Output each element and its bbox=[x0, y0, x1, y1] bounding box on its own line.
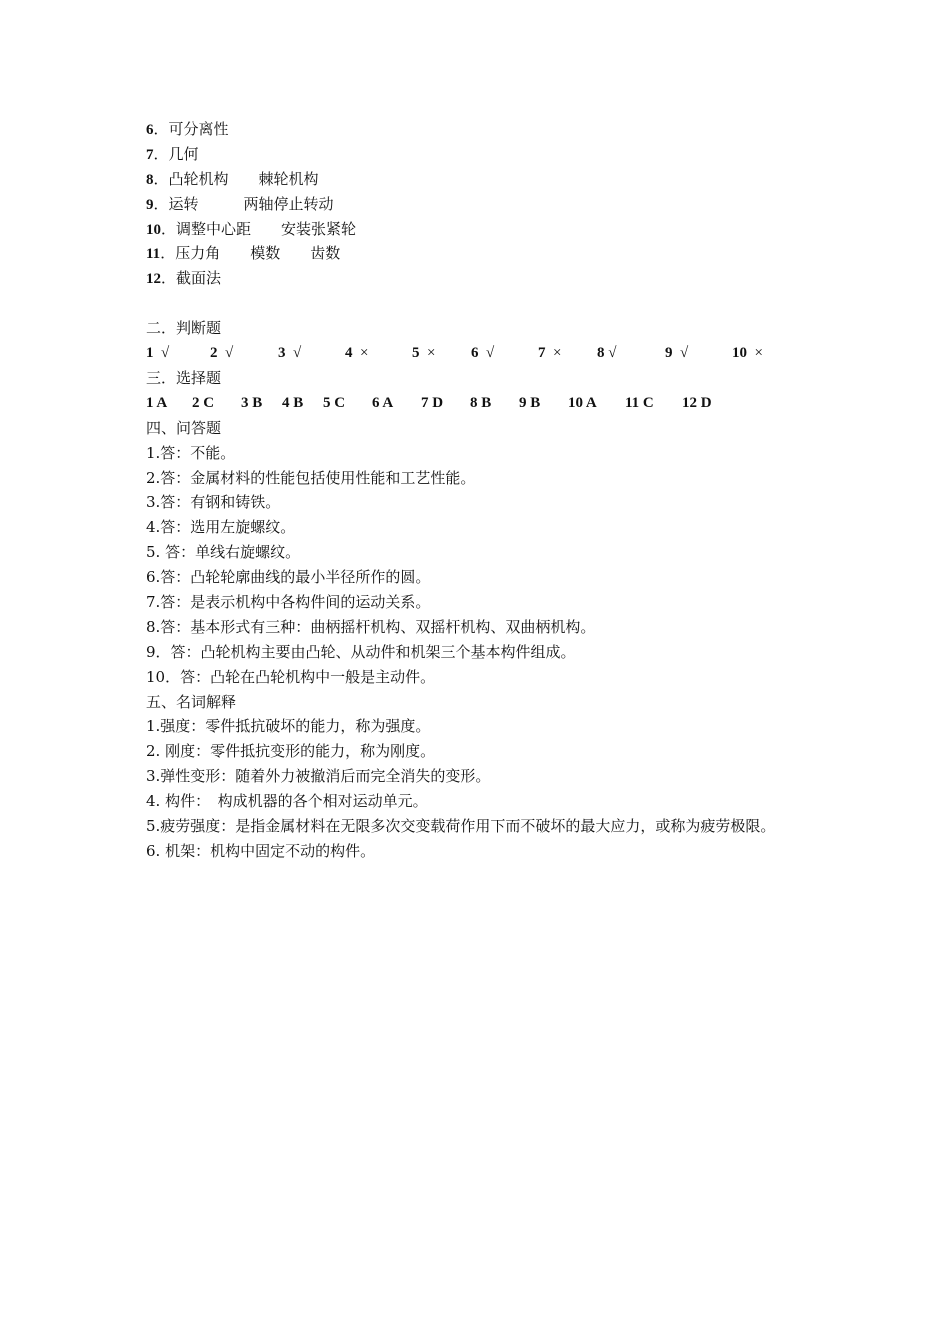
spacer bbox=[146, 291, 826, 316]
choice-answer: 11 C bbox=[625, 394, 654, 411]
qa-item: 8.答：基本形式有三种：曲柄摇杆机构、双摇杆机构、双曲柄机构。 bbox=[146, 617, 596, 636]
fill-in-item: 9．运转 两轴停止转动 bbox=[146, 194, 334, 213]
item-answer: 截面法 bbox=[176, 269, 222, 288]
qa-item: 10．答：凸轮在凸轮机构中一般是主动件。 bbox=[146, 667, 436, 686]
judge-answer: 3 √ bbox=[278, 345, 302, 362]
terms-section bbox=[146, 690, 826, 864]
term-item: 2. 刚度：零件抵抗变形的能力，称为刚度。 bbox=[146, 742, 436, 761]
judge-answer: 8 √ bbox=[597, 345, 617, 362]
term-item: 3.弹性变形：随着外力被撤消后而完全消失的变形。 bbox=[146, 767, 491, 786]
choice-answer: 2 C bbox=[192, 394, 215, 411]
fill-in-item: 8．凸轮机构 棘轮机构 bbox=[146, 169, 319, 188]
choice-answer: 1 A bbox=[146, 394, 168, 411]
section-heading: 二．判断题 bbox=[146, 319, 222, 338]
choice-answer: 8 B bbox=[470, 394, 492, 411]
fill-in-item: 6．可分离性 bbox=[146, 120, 229, 138]
item-answer: 凸轮机构 棘轮机构 bbox=[168, 169, 319, 188]
choice-section bbox=[146, 366, 826, 416]
judge-answer: 9 √ bbox=[665, 345, 689, 362]
fill-in-item: 12．截面法 bbox=[146, 269, 222, 288]
judge-answer: 6 √ bbox=[471, 345, 495, 362]
judge-answer: 10 × bbox=[732, 345, 763, 362]
judge-section bbox=[146, 316, 826, 366]
judge-answer: 4 × bbox=[345, 345, 369, 362]
term-item: 1.强度：零件抵抗破坏的能力，称为强度。 bbox=[146, 717, 431, 736]
item-number: 12 bbox=[146, 271, 161, 288]
term-item: 6. 机架：机构中固定不动的构件。 bbox=[146, 841, 376, 860]
item-number: 6 bbox=[146, 122, 154, 138]
item-number: 8 bbox=[146, 171, 154, 188]
section-heading: 三．选择题 bbox=[146, 369, 222, 388]
fill-in-item: 11．压力角 模数 齿数 bbox=[146, 244, 341, 263]
item-answer: 运转 两轴停止转动 bbox=[168, 194, 334, 213]
item-number: 10 bbox=[146, 221, 161, 238]
judge-answer: 5 × bbox=[412, 345, 436, 362]
judge-answer-row bbox=[146, 341, 826, 366]
item-answer: 几何 bbox=[168, 144, 199, 163]
choice-answer: 12 D bbox=[682, 394, 712, 411]
choice-answer-row bbox=[146, 391, 826, 416]
qa-item: 3.答：有钢和铸铁。 bbox=[146, 493, 281, 512]
section-heading: 四、问答题 bbox=[146, 418, 222, 437]
item-number: 9 bbox=[146, 196, 154, 213]
qa-item: 7.答：是表示机构中各构件间的运动关系。 bbox=[146, 593, 431, 612]
item-answer: 可分离性 bbox=[168, 120, 229, 138]
choice-answer: 10 A bbox=[568, 394, 597, 411]
section-heading: 五、名词解释 bbox=[146, 692, 237, 711]
term-item: 5.疲劳强度：是指金属材料在无限多次交变载荷作用下而不破坏的最大应力，或称为疲劳极限。 bbox=[146, 817, 776, 836]
choice-answer: 6 A bbox=[372, 394, 394, 411]
choice-answer: 7 D bbox=[421, 394, 444, 411]
qa-item: 6.答：凸轮轮廓曲线的最小半径所作的圆。 bbox=[146, 568, 431, 587]
item-number: 11 bbox=[146, 246, 161, 263]
item-answer: 压力角 模数 齿数 bbox=[175, 244, 341, 263]
choice-answer: 3 B bbox=[241, 394, 263, 411]
qa-item: 5. 答：单线右旋螺纹。 bbox=[146, 543, 301, 562]
choice-answer: 4 B bbox=[282, 394, 304, 411]
judge-answer: 1 √ bbox=[146, 345, 170, 362]
fill-in-section bbox=[146, 117, 826, 291]
qa-item: 1.答：不能。 bbox=[146, 443, 236, 462]
item-number: 7 bbox=[146, 146, 154, 163]
fill-in-item: 7．几何 bbox=[146, 144, 199, 163]
choice-answer: 5 C bbox=[323, 394, 346, 411]
qa-item: 9．答：凸轮机构主要由凸轮、从动件和机架三个基本构件组成。 bbox=[146, 642, 576, 661]
judge-answer: 7 × bbox=[538, 345, 562, 362]
fill-in-item: 10．调整中心距 安装张紧轮 bbox=[146, 219, 357, 238]
qa-item: 2.答：金属材料的性能包括使用性能和工艺性能。 bbox=[146, 468, 476, 487]
judge-answer: 2 √ bbox=[210, 345, 234, 362]
term-item: 4. 构件： 构成机器的各个相对运动单元。 bbox=[146, 792, 428, 811]
answer-sheet bbox=[146, 117, 826, 864]
qa-section bbox=[146, 416, 826, 690]
qa-item: 4.答：选用左旋螺纹。 bbox=[146, 518, 296, 537]
choice-answer: 9 B bbox=[519, 394, 541, 411]
item-answer: 调整中心距 安装张紧轮 bbox=[176, 219, 357, 238]
